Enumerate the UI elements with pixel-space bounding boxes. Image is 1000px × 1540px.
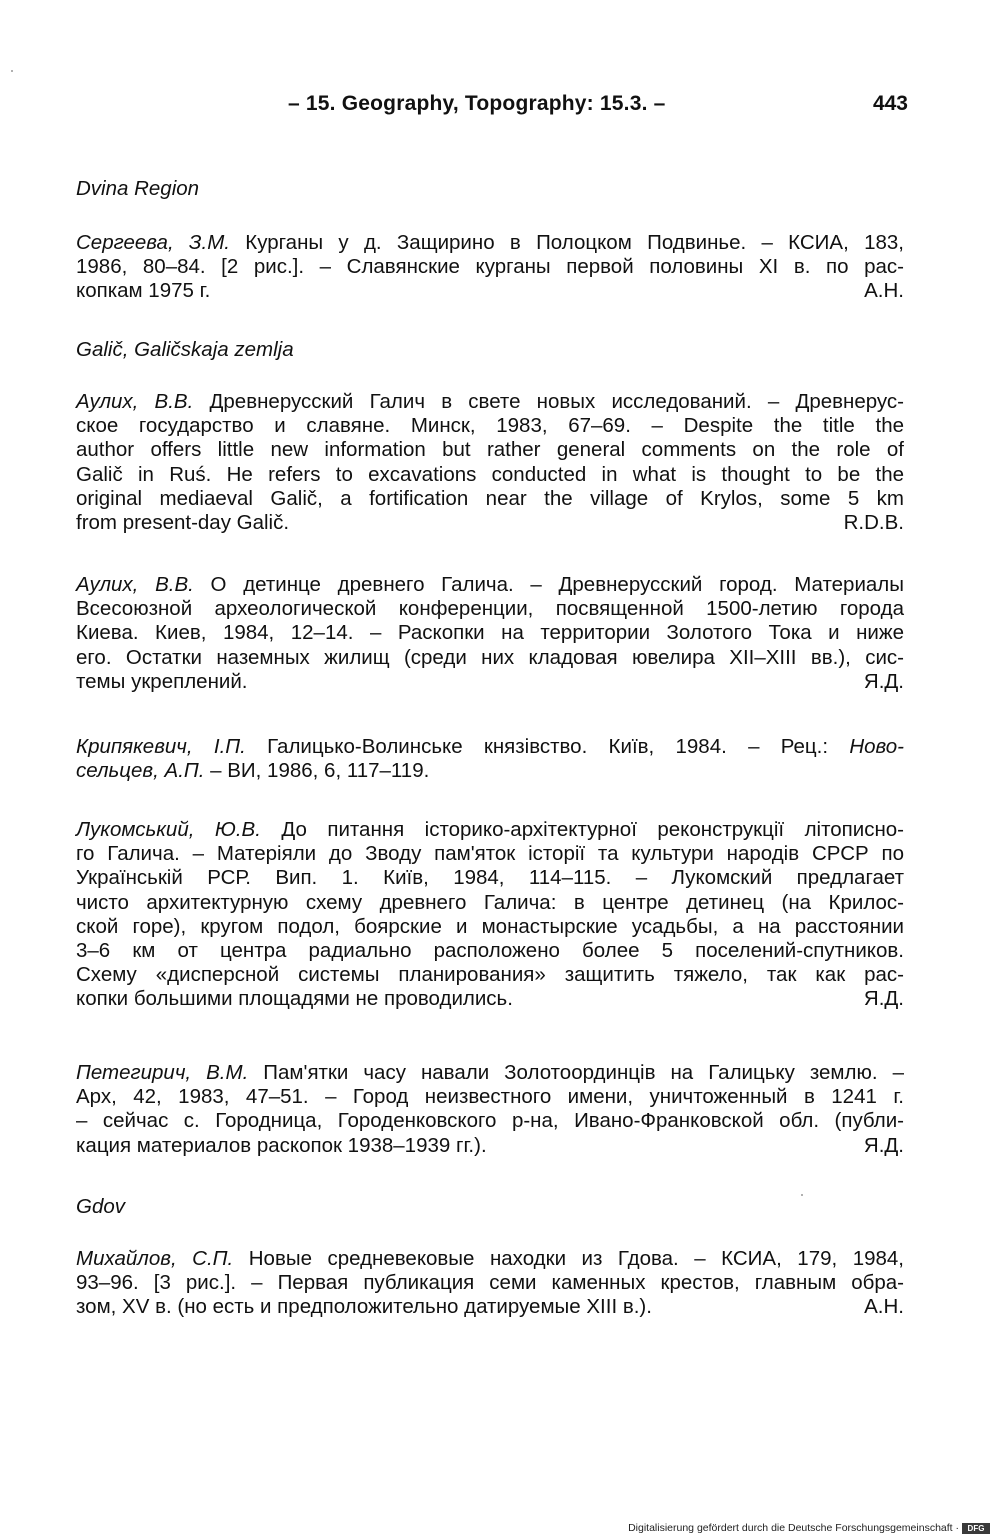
reviewer-initials: А.Н. (864, 279, 904, 303)
section-heading-galic: Galič, Galičskaja zemlja (76, 338, 294, 361)
entry-line: original mediaeval Galič, a fortification near the village of Krylos, some 5 km (76, 486, 904, 510)
entry-line: author offers little new information but rather general comments on the role of (76, 438, 904, 462)
entry-line: темы укреплений. Я.Д. (76, 669, 904, 693)
entry-author: Аулих, В.В. (76, 390, 194, 413)
section-heading-dvina: Dvina Region (76, 177, 200, 200)
entry-line: – сейчас с. Городница, Городенковского р-на, Ивано-Франковской обл. (публи- (76, 1109, 904, 1133)
entry-line: 1986, 80–84. [2 рис.]. – Славянские курганы первой половины XI в. по рас- (76, 255, 904, 279)
entry-line: зом, XV в. (но есть и предположительно датируемые XIII в.). А.Н. (76, 1295, 904, 1319)
scan-speck (801, 1194, 803, 1196)
entry-author: Михайлов, С.П. (76, 1247, 234, 1270)
entry-author: Петегирич, В.М. (76, 1061, 249, 1084)
bibliography-entry (76, 1247, 904, 1320)
entry-line: from present-day Galič. R.D.B. (76, 510, 904, 534)
review-author: Ново- (849, 735, 904, 758)
entry-line: 93–96. [3 рис.]. – Первая публикация семи каменных крестов, главным обра- (76, 1271, 904, 1295)
entry-author: Аулих, В.В. (76, 573, 194, 596)
entry-line: Петегирич, В.М. Пам'ятки часу навали Золотоординців на Галицьку землю. – (76, 1061, 904, 1084)
entry-line: Аулих, В.В. Древнерусский Галич в свете новых исследований. – Древнерус- (76, 390, 905, 413)
entry-line: Михайлов, С.П. Новые средневековые находки из Гдова. – КСИА, 179, 1984, (76, 1247, 904, 1270)
review-author: сельцев, А.П. (76, 759, 205, 783)
reviewer-initials: R.D.B. (843, 510, 904, 534)
entry-author: Крипякевич, І.П. (76, 735, 246, 758)
entry-line: Сергеева, З.М. Курганы у д. Защирино в Полоцком Подвинье. – КСИА, 183, (76, 231, 904, 254)
page-header (0, 92, 1000, 126)
entry-line: чисто архитектурную схему древнего Галича: в центре детинец (на Крилос- (76, 890, 904, 914)
entry-line: Схему «дисперсной системы планирования» защитить тяжело, так как рас- (76, 963, 904, 987)
reviewer-initials: Я.Д. (863, 987, 904, 1011)
reviewer-initials: Я.Д. (863, 669, 904, 693)
page-number: 443 (872, 92, 908, 115)
entry-line: Всесоюзной археологической конференции, посвященной 1500-летию города (76, 597, 904, 621)
entry-line: 3–6 км от центра радиально расположено более 5 поселений-спутников. (76, 938, 904, 962)
running-title: – 15. Geography, Topography: 15.3. – (288, 92, 666, 115)
entry-line: копки большими площадями не проводились. Я.Д. (76, 987, 904, 1011)
entry-line: копкам 1975 г. А.Н. (76, 279, 904, 303)
bibliography-entry (76, 573, 904, 694)
dfg-logo: DFG (962, 1523, 990, 1534)
entry-line: кация материалов раскопок 1938–1939 гг.). Я.Д. (76, 1133, 904, 1157)
digitization-note: Digitalisierung gefördert durch die Deutsche Forschungsgemeinschaft · (628, 1522, 959, 1534)
bibliography-entry (76, 1061, 904, 1158)
entry-line: Galič in Ruś. He refers to excavations conducted in what is thought to be the (76, 462, 904, 486)
entry-line: Крипякевич, І.П. Галицько-Волинське князівство. Київ, 1984. – Рец.: Ново- (76, 735, 904, 758)
section-heading-gdov: Gdov (76, 1195, 125, 1218)
entry-line: ское государство и славяне. Минск, 1983, 67–69. – Despite the title the (76, 414, 904, 438)
entry-line: Киева. Киев, 1984, 12–14. – Раскопки на территории Золотого Тока и ниже (76, 621, 904, 645)
reviewer-initials: А.Н. (864, 1295, 904, 1319)
bibliography-entry (76, 735, 904, 783)
entry-line: Аулих, В.В. О детинце древнего Галича. – Древнерусский город. Материалы (76, 573, 905, 596)
entry-author: Сергеева, З.М. (76, 231, 230, 254)
entry-line: Лукомський, Ю.В. До питання історико-архітектурної реконструкції літописно- (76, 818, 904, 841)
bibliography-entry (76, 818, 904, 1012)
entry-line: сельцев, А.П. – ВИ, 1986, 6, 117–119. (76, 759, 430, 783)
reviewer-initials: Я.Д. (863, 1133, 904, 1157)
entry-line: го Галича. – Матеріяли до Зводу пам'яток історії та культури народів СРСР по (76, 842, 904, 866)
entry-line: его. Остатки наземных жилищ (среди них кладовая ювелира XII–XIII вв.), сис- (76, 645, 904, 669)
bibliography-entry (76, 231, 904, 304)
bibliography-entry (76, 390, 904, 535)
digitization-footer (628, 1522, 990, 1534)
entry-author: Лукомський, Ю.В. (76, 818, 261, 841)
entry-line: Українській РСР. Вип. 1. Київ, 1984, 114–115. – Лукомский предлагает (76, 866, 904, 890)
entry-line: Арх, 42, 1983, 47–51. – Город неизвестного имени, уничтоженный в 1241 г. (76, 1085, 904, 1109)
entry-line: ской горе), кругом подол, боярские и монастырские усадьбы, а на расстоянии (76, 914, 904, 938)
scan-speck (11, 70, 13, 72)
